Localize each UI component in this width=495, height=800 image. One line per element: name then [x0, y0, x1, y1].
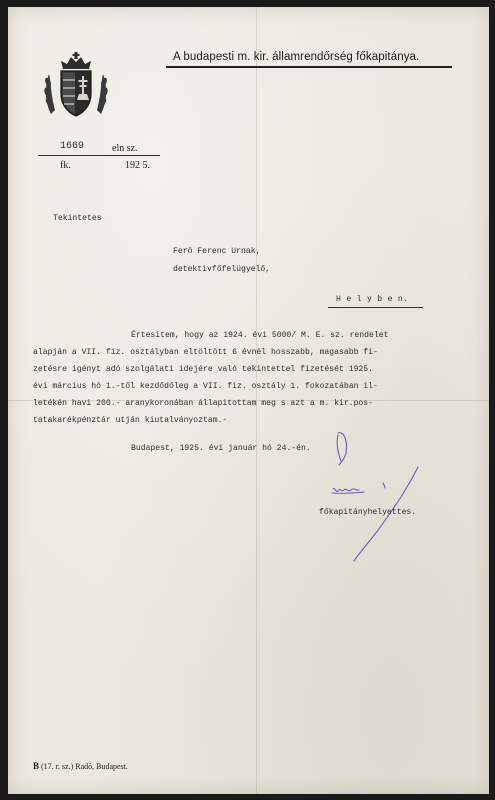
printer-footer [33, 761, 128, 771]
reference-rule [38, 155, 160, 156]
document-sheet [8, 7, 489, 794]
body-line: évi március hó 1.-től kezdődőleg a VII. fiz. osztály 1. fokozatában il- [33, 382, 378, 391]
body-line: zetésre igényt adó szolgálati idejére való tekintettel fizetését 1925. [33, 365, 373, 374]
header-title: A budapesti m. kir. államrendőrség főkapitánya. [173, 51, 420, 63]
date-line: Budapest, 1925. évi január hó 24.-én. [131, 444, 311, 453]
recipient-title: detektivfőfelügyelő, [173, 265, 271, 274]
body-line: Értesitem, hogy az 1924. évi 5000/ M. E. sz. rendelet [131, 331, 389, 340]
reference-suffix: eln sz. [112, 143, 138, 154]
coat-of-arms-icon [41, 52, 111, 120]
signature [308, 427, 458, 577]
reference-label: fk. [60, 160, 71, 171]
location: H e l y b e n. [336, 295, 409, 304]
body-line: tatakarékpénztár utján kiutalványoztam.- [33, 416, 228, 425]
reference-number: 1669 [60, 141, 85, 152]
reference-year: 192 5. [125, 160, 150, 171]
recipient-name: Ferö Ferenc Urnak, [173, 247, 261, 256]
location-rule [328, 307, 423, 308]
footer-mark: B [33, 761, 40, 771]
body-line: letékén havi 200.- aranykoronában állapitottam meg s azt a m. kir.pos- [33, 399, 373, 408]
header-rule [166, 66, 452, 68]
signature-title: főkapitányhelyettes. [319, 508, 417, 517]
footer-text: (17. r. sz.) Radó, Budapest. [41, 762, 128, 771]
body-line: alapján a VII. fiz. osztályban eltöltött 6 évnél hosszabb, magasabb fi- [33, 348, 378, 357]
salutation: Tekintetes [53, 214, 102, 223]
